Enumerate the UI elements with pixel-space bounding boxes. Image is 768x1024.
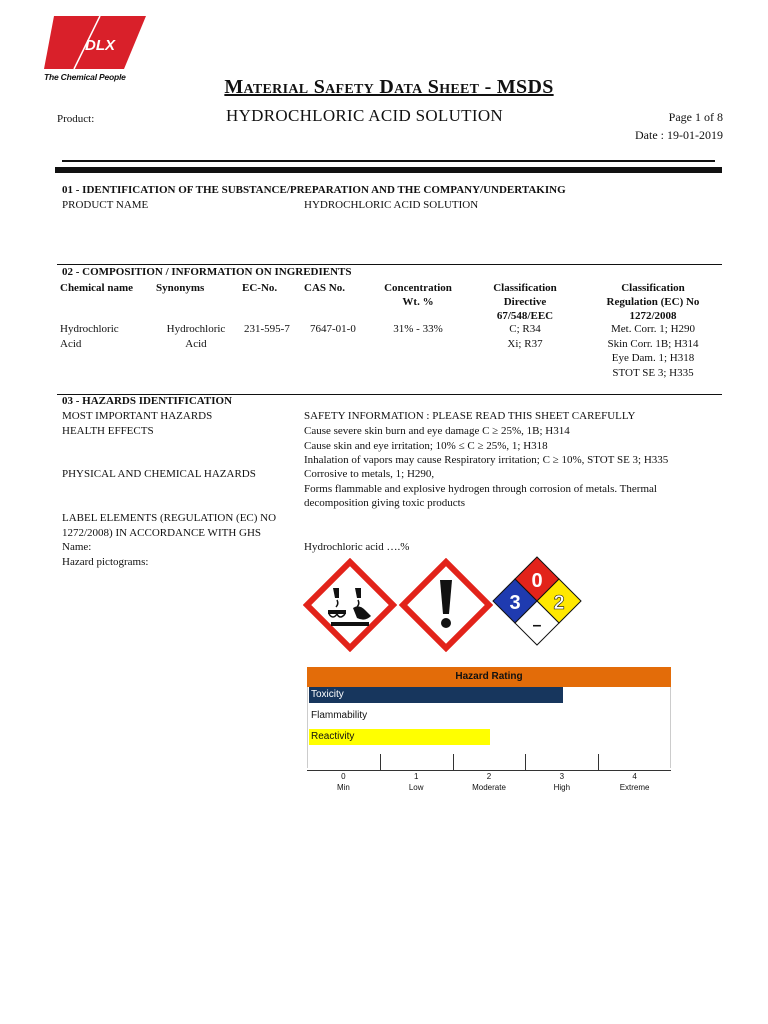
nfpa-special: –: [532, 617, 542, 634]
nfpa-health: 3: [509, 592, 521, 614]
col-concentration: Concentration Wt. %: [384, 282, 452, 308]
cell-regulation: Met. Corr. 1; H290 Skin Corr. 1B; H314 Eye Dam. 1; H318 STOT SE 3; H335: [607, 323, 699, 379]
product-label: Product:: [57, 113, 95, 125]
label-physical-hazards: PHYSICAL AND CHEMICAL HAZARDS: [62, 468, 256, 480]
logo-tagline: The Chemical People: [44, 72, 126, 82]
nfpa-diamond-icon: [492, 556, 582, 646]
cell-cas-no: 7647-01-0: [310, 323, 356, 335]
x-tick-name: Min: [336, 783, 350, 792]
x-gridline: [453, 754, 454, 770]
cell-ec-no: 231-595-7: [244, 323, 290, 335]
label-important-hazards: MOST IMPORTANT HAZARDS: [62, 410, 213, 422]
value-name: Hydrochloric acid ….%: [304, 541, 410, 553]
bar-label-reactivity: Reactivity: [311, 731, 355, 742]
col-cas-no: CAS No.: [304, 282, 345, 294]
logo-text: DLX: [85, 37, 115, 54]
value-health-effects: Cause severe skin burn and eye damage C ≥ 25%, 1B; H314 Cause skin and eye irritation; 10% ≤ C ≥ 25%, 1; H318 Inhalation of vapors may cause Respiratory irritation; C ≥ 10%, STOT SE 3; H335: [304, 425, 669, 466]
nfpa-reactivity: 2: [553, 592, 565, 614]
label-hazard-pictograms: Hazard pictograms:: [62, 556, 149, 568]
x-tick-label: 2: [486, 772, 492, 781]
document-date: Date : 19-01-2019: [635, 128, 723, 142]
section-2-heading: 02 - COMPOSITION / INFORMATION ON INGREDIENTS: [62, 266, 352, 278]
corrosion-pictogram-icon: [303, 558, 397, 652]
nfpa-flammability: 0: [531, 570, 543, 592]
exclamation-pictogram-icon: [399, 558, 493, 652]
product-name: HYDROCHLORIC ACID SOLUTION: [226, 106, 503, 125]
hazard-rating-chart: [307, 667, 671, 797]
x-tick-name: Moderate: [472, 783, 506, 792]
chart-plot-area: [307, 687, 671, 768]
x-tick-name: Low: [408, 783, 424, 792]
section-2-divider: [57, 264, 722, 265]
x-gridline: [525, 754, 526, 770]
x-gridline: [598, 754, 599, 770]
bar-toxicity: [309, 687, 563, 703]
x-tick-label: 1: [413, 772, 419, 781]
col-chemical-name: Chemical name: [60, 282, 134, 294]
label-label-elements: LABEL ELEMENTS (REGULATION (EC) NO 1272/2008) IN ACCORDANCE WITH GHS: [62, 512, 277, 539]
page-title: Material Safety Data Sheet - MSDS: [224, 76, 554, 98]
chart-x-axis: [307, 770, 671, 771]
header-divider: [62, 160, 715, 162]
value-important-hazards: SAFETY INFORMATION : PLEASE READ THIS SHEET CAREFULLY: [304, 410, 636, 422]
value-physical-hazards: Corrosive to metals, 1; H290, Forms flammable and explosive hydrogen through corrosion of metals. Thermal decomposition giving toxic products: [304, 468, 657, 509]
cell-concentration: 31% - 33%: [393, 323, 443, 335]
section-3-heading: 03 - HAZARDS IDENTIFICATION: [62, 395, 233, 407]
x-tick-label: 4: [632, 772, 637, 781]
product-name-label: PRODUCT NAME: [62, 199, 149, 211]
cell-chemical-name: Hydrochloric Acid: [60, 323, 119, 350]
chart-title: Hazard Rating: [307, 667, 671, 687]
col-directive: Classification Directive 67/548/EEC: [493, 282, 557, 322]
label-name: Name:: [62, 541, 92, 553]
bar-label-toxicity: Toxicity: [311, 689, 344, 700]
col-ec-no: EC-No.: [242, 282, 278, 294]
x-tick-label: 0: [341, 772, 346, 781]
col-synonyms: Synonyms: [156, 282, 205, 294]
bar-label-flammability: Flammability: [311, 710, 368, 721]
cell-directive: C; R34 Xi; R37: [507, 323, 543, 350]
cell-synonyms: Hydrochloric Acid: [166, 323, 226, 350]
section-1-heading: 01 - IDENTIFICATION OF THE SUBSTANCE/PREPARATION AND THE COMPANY/UNDERTAKING: [62, 184, 566, 196]
label-health-effects: HEALTH EFFECTS: [62, 425, 154, 437]
x-tick-label: 3: [559, 772, 565, 781]
page-number: Page 1 of 8: [668, 110, 723, 124]
header-divider-thick: [55, 167, 722, 173]
x-tick-name: Extreme: [619, 783, 650, 792]
x-gridline: [380, 754, 381, 770]
col-regulation: Classification Regulation (EC) No 1272/2008: [606, 282, 700, 322]
x-tick-name: High: [553, 783, 571, 792]
product-name-value: HYDROCHLORIC ACID SOLUTION: [304, 199, 479, 211]
